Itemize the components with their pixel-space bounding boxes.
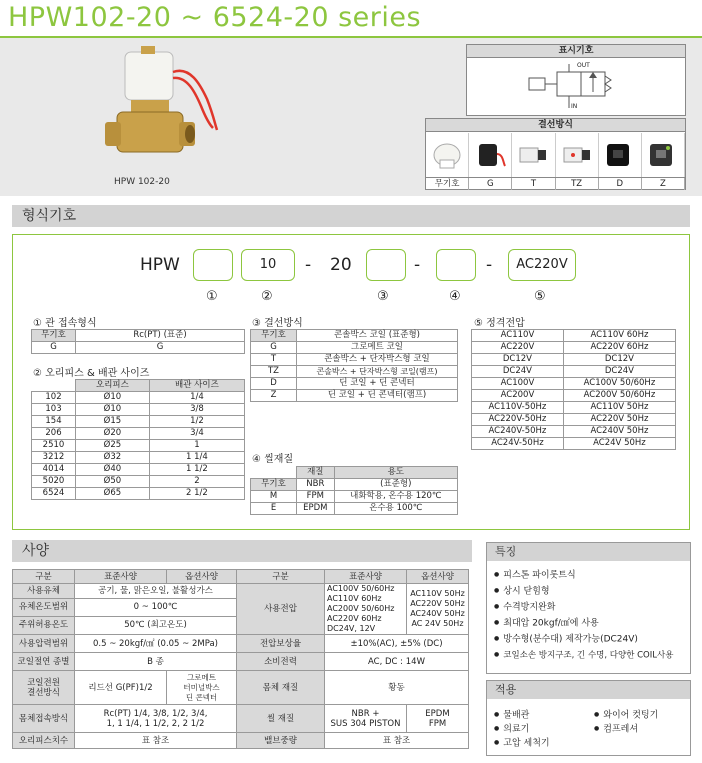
table-row: [13, 705, 469, 733]
marker-3: ③: [377, 289, 389, 304]
table-cell: 6524: [32, 488, 76, 500]
table-cell: 코일절연 종별: [13, 653, 75, 671]
table-row: [32, 380, 245, 392]
table-row: [32, 452, 245, 464]
text-line: AC220V 60Hz: [327, 614, 382, 623]
text-line: 그로메트: [187, 672, 216, 682]
table-cell: M: [251, 491, 297, 503]
table-cell: 사용유체: [13, 584, 75, 599]
valve-photo: [95, 44, 235, 168]
table-cell: AC240V-50Hz: [472, 426, 564, 438]
table-cell: 2510: [32, 440, 76, 452]
table-cell: 콘솔박스 + 단자박스형 코일(램프): [297, 366, 458, 378]
text-line: AC110V 50Hz: [410, 589, 465, 598]
table-cell: B 종: [75, 653, 237, 671]
model-dash: -: [486, 255, 493, 275]
table-row: [472, 330, 676, 342]
table-row: [472, 378, 676, 390]
table-cell: 50℃ (최고온도): [75, 616, 237, 634]
table-cell: 밸브중량: [237, 733, 325, 749]
table-cell: Ø50: [76, 476, 150, 488]
table-cell: [13, 671, 75, 705]
table-cell: [325, 705, 407, 733]
list-item: ● 최대압 20kgf/㎠에 사용: [494, 615, 689, 631]
voltage-opt-cell: [407, 584, 469, 635]
table-cell: 무기호: [251, 330, 297, 342]
table-cell: 주위허용온도: [13, 616, 75, 634]
text-line: 딘 콘넥터: [185, 692, 218, 702]
table-cell: [167, 671, 237, 705]
table-header: 구분: [13, 570, 75, 584]
features-list: [494, 567, 689, 663]
table-cell: 내화학용, 온수용 120℃: [334, 491, 457, 503]
table-cell: NBR: [297, 479, 335, 491]
voltage-table: [471, 329, 676, 450]
text-line: AC110V 60Hz: [327, 594, 382, 603]
table-cell: AC110V: [472, 330, 564, 342]
table-cell: 3/4: [149, 428, 244, 440]
list-item: ● 의료기: [494, 722, 550, 736]
model-box-5: AC220V: [508, 249, 576, 281]
list-item: ● 수격방지완화: [494, 599, 689, 615]
page-title: HPW102-20 ~ 6524-20 series: [8, 2, 422, 33]
table-row: [251, 479, 458, 491]
table-header: 옵션사양: [167, 570, 237, 584]
table-row: [32, 404, 245, 416]
coil-grommet-icon: [469, 133, 512, 177]
table-row: [251, 354, 458, 366]
list-item: ● 와이어 컷팅기: [594, 708, 658, 722]
list-item: ● 물배관: [494, 708, 550, 722]
table-cell: 1/2: [149, 416, 244, 428]
table-row: [251, 366, 458, 378]
table-cell: Ø20: [76, 428, 150, 440]
text-line: DC24V, 12V: [327, 624, 376, 633]
model-prefix: HPW: [140, 255, 180, 275]
table-header: 구분: [237, 570, 325, 584]
list-item: ● 컴프레셔: [594, 722, 658, 736]
table-row: [13, 635, 469, 653]
table-cell: 콘솔박스 + 단자박스형 코일: [297, 354, 458, 366]
model-mid: 20: [330, 255, 352, 275]
section-spec: 사양: [12, 540, 472, 562]
wiring-box: [425, 118, 686, 190]
table-cell: 표 참조: [325, 733, 469, 749]
table-cell: 3/8: [149, 404, 244, 416]
table-row: [472, 402, 676, 414]
wiring-type-label: D: [599, 178, 642, 190]
table-cell: 3212: [32, 452, 76, 464]
model-box-2: 10: [241, 249, 295, 281]
wiring-method-table: [250, 329, 458, 402]
coil-din-icon: [599, 133, 642, 177]
list-item: ● 방수형(분수대) 제작가능(DC24V): [494, 631, 689, 647]
coil-terminal-lamp-icon: [556, 133, 599, 177]
table-cell: AC100V 50/60Hz: [563, 378, 675, 390]
table-row: [251, 378, 458, 390]
table-cell: Ø15: [76, 416, 150, 428]
table-cell: 5020: [32, 476, 76, 488]
table-cell: 무기호: [251, 479, 297, 491]
table-cell: G: [32, 342, 76, 354]
text-line: AC 24V 50Hz: [411, 619, 464, 628]
table-cell: AC, DC : 14W: [325, 653, 469, 671]
table-cell: 리드선 G(PF)1/2: [75, 671, 167, 705]
table-cell: FPM: [297, 491, 335, 503]
table-row: [13, 653, 469, 671]
wiring-type-label: T: [512, 178, 555, 190]
text-line: SUS 304 PISTON: [330, 718, 401, 729]
table-header: 표준사양: [75, 570, 167, 584]
table-cell: TZ: [251, 366, 297, 378]
table-cell: (표준형): [334, 479, 457, 491]
seal-table: [250, 466, 458, 515]
table-row: [251, 330, 458, 342]
pipe-conn-title: ① 관 접속형식: [33, 318, 97, 329]
marker-1: ①: [206, 289, 218, 304]
table-cell: [407, 705, 469, 733]
table-cell: AC110V-50Hz: [472, 402, 564, 414]
features-title: 특징: [487, 543, 690, 561]
table-cell: 온수용 100℃: [334, 503, 457, 515]
table-cell: AC24V 50Hz: [563, 438, 675, 450]
table-cell: Ø10: [76, 392, 150, 404]
table-cell: 1 1/2: [149, 464, 244, 476]
table-cell: 딘 코일 + 딘 콘넥터(램프): [297, 390, 458, 402]
table-cell: AC220V: [472, 342, 564, 354]
table-cell: AC100V: [472, 378, 564, 390]
wiring-type-label: G: [469, 178, 512, 190]
table-row: [32, 476, 245, 488]
table-cell: DC12V: [472, 354, 564, 366]
applications-list-right: [594, 708, 658, 736]
model-dash: -: [414, 255, 421, 275]
section-model-code: 형식기호: [12, 205, 690, 227]
table-row: [32, 342, 245, 354]
table-row: [13, 733, 469, 749]
list-item: ● 코일소손 방지구조, 긴 수명, 다양한 COIL사용: [494, 647, 689, 663]
table-cell: AC110V 50Hz: [563, 402, 675, 414]
table-cell: T: [251, 354, 297, 366]
table-cell: 0 ~ 100℃: [75, 599, 237, 616]
table-cell: 몸체접속방식: [13, 705, 75, 733]
list-item: ● 피스톤 파이롯트식: [494, 567, 689, 583]
table-cell: DC24V: [563, 366, 675, 378]
table-cell: 사용전압: [237, 584, 325, 635]
text-line: Rc(PT) 1/4, 3/8, 1/2, 3/4,: [103, 708, 208, 719]
table-header: 표준사양: [325, 570, 407, 584]
table-cell: E: [251, 503, 297, 515]
table-cell: 0.5 ~ 20kgf/㎠ (0.05 ~ 2MPa): [75, 635, 237, 653]
table-cell: AC24V-50Hz: [472, 438, 564, 450]
table-cell: 그로메트 코일: [297, 342, 458, 354]
symbol-box: [466, 44, 686, 116]
marker-2: ②: [261, 289, 273, 304]
wiring-header: 결선방식: [426, 119, 685, 132]
wiring-method-title: ③ 결선방식: [252, 318, 303, 329]
table-cell: 공기, 물, 맑은오일, 불활성가스: [75, 584, 237, 599]
table-header: 배관 사이즈: [149, 380, 244, 392]
table-cell: AC110V 60Hz: [563, 330, 675, 342]
table-cell: 유체온도범위: [13, 599, 75, 616]
table-row: [472, 390, 676, 402]
table-cell: 황동: [325, 671, 469, 705]
text-line: 1, 1 1/4, 1 1/2, 2, 2 1/2: [106, 718, 205, 729]
table-cell: AC220V-50Hz: [472, 414, 564, 426]
table-cell: 오리피스치수: [13, 733, 75, 749]
table-cell: [75, 705, 237, 733]
table-row: [251, 467, 458, 479]
list-item: ● 고압 세척기: [494, 736, 550, 750]
table-row: [32, 464, 245, 476]
table-cell: Z: [251, 390, 297, 402]
table-row: [32, 488, 245, 500]
table-row: [472, 342, 676, 354]
table-row: [32, 440, 245, 452]
table-cell: G: [76, 342, 245, 354]
voltage-title: ⑤ 정격전압: [474, 318, 525, 329]
table-cell: 사용압력범위: [13, 635, 75, 653]
table-row: [32, 416, 245, 428]
text-line: FPM: [428, 718, 447, 729]
table-cell: 무기호: [32, 330, 76, 342]
marker-4: ④: [449, 289, 461, 304]
table-header: 용도: [334, 467, 457, 479]
table-header: 옵션사양: [407, 570, 469, 584]
model-box-4: [436, 249, 476, 281]
seal-title: ④ 씰재질: [252, 454, 294, 465]
wiring-type-label: 무기호: [426, 178, 469, 190]
list-item: ● 상시 닫힘형: [494, 583, 689, 599]
table-cell: 전압보상율: [237, 635, 325, 653]
table-row: [472, 366, 676, 378]
text-line: 코일전원: [27, 677, 60, 688]
table-cell: EPDM: [297, 503, 335, 515]
table-cell: AC220V 50Hz: [563, 414, 675, 426]
table-cell: Ø10: [76, 404, 150, 416]
table-header: 재질: [297, 467, 335, 479]
table-cell: 소비전력: [237, 653, 325, 671]
table-row: [13, 570, 469, 584]
voltage-std-cell: [325, 584, 407, 635]
text-line: 결선방식: [27, 687, 60, 698]
table-row: [472, 354, 676, 366]
table-row: [251, 342, 458, 354]
symbol-in-label: IN: [571, 103, 578, 110]
pipe-conn-table: [31, 329, 245, 354]
table-row: [472, 414, 676, 426]
table-cell: Rc(PT) (표준): [76, 330, 245, 342]
table-row: [13, 671, 469, 705]
table-row: [472, 438, 676, 450]
table-cell: D: [251, 378, 297, 390]
table-row: [251, 503, 458, 515]
table-cell: 콘솔박스 코일 (표준형): [297, 330, 458, 342]
table-cell: Ø65: [76, 488, 150, 500]
table-cell: AC240V 50Hz: [563, 426, 675, 438]
wiring-type-label: Z: [642, 178, 685, 190]
text-line: 터미널박스: [183, 682, 220, 692]
table-cell: 1/4: [149, 392, 244, 404]
table-cell: DC24V: [472, 366, 564, 378]
symbol-header: 표시기호: [467, 45, 685, 58]
text-line: AC200V 50/60Hz: [327, 604, 395, 613]
applications-list-left: [494, 708, 550, 750]
table-row: [32, 330, 245, 342]
model-box-1: [193, 249, 233, 281]
marker-5: ⑤: [534, 289, 546, 304]
table-row: [13, 584, 469, 599]
table-cell: 4014: [32, 464, 76, 476]
table-cell: 몸체 재질: [237, 671, 325, 705]
wiring-type-label: TZ: [556, 178, 599, 190]
table-cell: DC12V: [563, 354, 675, 366]
model-box-3: [366, 249, 406, 281]
table-cell: Ø25: [76, 440, 150, 452]
text-line: AC240V 50Hz: [410, 609, 465, 618]
coil-standard-icon: [426, 133, 469, 177]
symbol-out-label: OUT: [577, 62, 590, 69]
model-dash: -: [305, 255, 312, 275]
table-cell: 1 1/4: [149, 452, 244, 464]
table-cell: G: [251, 342, 297, 354]
table-cell: 102: [32, 392, 76, 404]
orifice-table: [31, 379, 245, 500]
table-row: [251, 491, 458, 503]
table-cell: ±10%(AC), ±5% (DC): [325, 635, 469, 653]
table-cell: 154: [32, 416, 76, 428]
table-cell: 1: [149, 440, 244, 452]
table-cell: 씰 재질: [237, 705, 325, 733]
table-cell: Ø40: [76, 464, 150, 476]
table-cell: 2: [149, 476, 244, 488]
applications-title: 적용: [487, 681, 690, 699]
table-cell: AC220V 60Hz: [563, 342, 675, 354]
table-cell: 2 1/2: [149, 488, 244, 500]
table-cell: AC200V 50/60Hz: [563, 390, 675, 402]
text-line: NBR +: [351, 708, 380, 719]
table-row: [32, 392, 245, 404]
coil-terminal-icon: [512, 133, 555, 177]
orifice-title: ② 오리피스 & 배관 사이즈: [33, 368, 150, 379]
table-cell: 표 참조: [75, 733, 237, 749]
table-header: 오리피스: [76, 380, 150, 392]
table-cell: 206: [32, 428, 76, 440]
text-line: EPDM: [425, 708, 450, 719]
spec-table: [12, 569, 469, 749]
table-row: [251, 390, 458, 402]
table-row: [32, 428, 245, 440]
table-row: [472, 426, 676, 438]
table-cell: Ø32: [76, 452, 150, 464]
text-line: AC220V 50Hz: [410, 599, 465, 608]
product-caption: HPW 102-20: [114, 177, 170, 187]
coil-din-lamp-icon: [642, 133, 685, 177]
text-line: AC100V 50/60Hz: [327, 584, 395, 593]
table-cell: AC200V: [472, 390, 564, 402]
table-cell: 딘 코일 + 딘 콘넥터: [297, 378, 458, 390]
table-cell: 103: [32, 404, 76, 416]
